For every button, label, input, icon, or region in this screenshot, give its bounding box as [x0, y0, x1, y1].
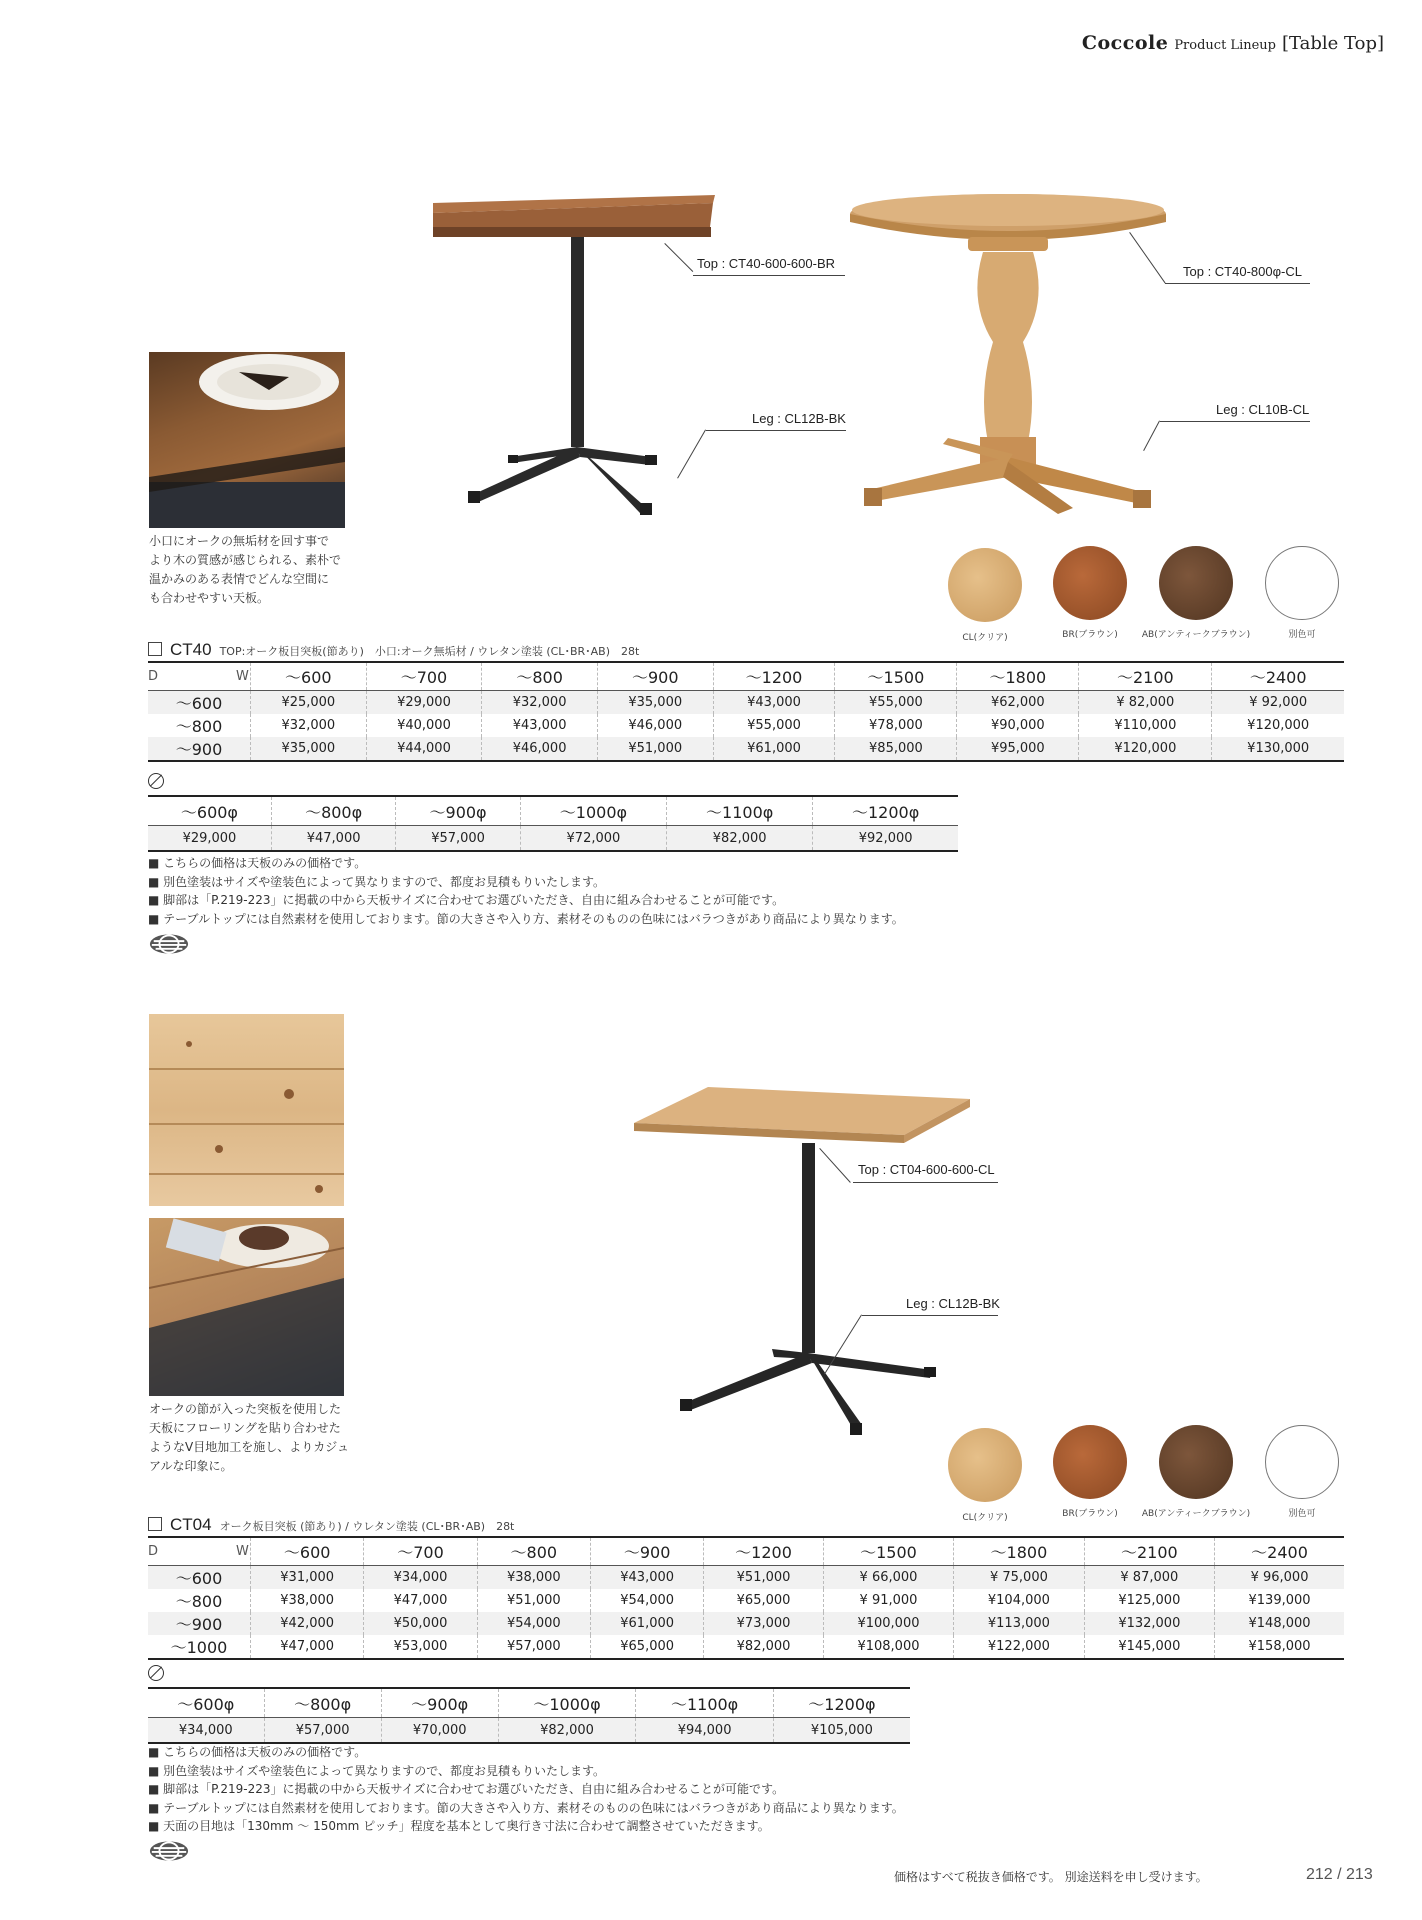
depth-row-header: ～800 — [175, 717, 223, 736]
ct40-callout-top-round: Top : CT40-800φ-CL — [1183, 264, 1302, 279]
table-row — [148, 691, 1344, 715]
footer-note: 価格はすべて税抜き価格です。 別途送料を申し受けます。 — [894, 1870, 1208, 1884]
price-cell: ¥61,000 — [713, 737, 835, 761]
depth-row-header: ～600 — [148, 691, 251, 715]
price-cell: ¥92,000 — [813, 826, 958, 852]
diameter-column-header: ～900φ — [396, 796, 520, 826]
ct40-model-line — [148, 640, 639, 660]
width-column-header: ～700 — [366, 662, 482, 691]
price-cell: ¥43,000 — [482, 714, 598, 737]
note-item: ■ 別色塗装はサイズや塗装色によって異なりますので、都度お見積もりいたします。 — [148, 1763, 605, 1778]
price-cell: ¥46,000 — [482, 737, 598, 761]
ct40-detail-photo — [149, 352, 345, 528]
ct04-price-table — [148, 1536, 1344, 1660]
description-line: オークの節が入った突板を使用した — [149, 1402, 342, 1416]
model-spec: オーク板目突板 (節あり) / ウレタン塗装 (CL･BR･AB) 28t — [219, 1520, 515, 1533]
price-cell: ¥82,000 — [667, 826, 813, 852]
price-cell: ¥ 66,000 — [823, 1566, 953, 1590]
diameter-column-header: ～600φ — [148, 1688, 264, 1718]
ct04-callout-top-square: Top : CT04-600-600-CL — [858, 1162, 995, 1177]
dw-header — [148, 662, 251, 691]
price-cell: ¥46,000 — [597, 714, 713, 737]
price-cell: ¥95,000 — [957, 737, 1079, 761]
price-cell: ¥35,000 — [251, 737, 367, 761]
swatch-label-custom: 別色可 — [1288, 630, 1316, 640]
callout-underline — [862, 1315, 998, 1316]
table-row — [148, 714, 1344, 737]
depth-row-header: ～1000 — [148, 1635, 251, 1659]
ct04-notes — [148, 1743, 904, 1836]
diameter-column-header: ～600φ — [148, 796, 271, 826]
price-cell: ¥120,000 — [1079, 737, 1212, 761]
width-column-header: ～1800 — [957, 662, 1079, 691]
price-cell: ¥51,000 — [704, 1566, 823, 1590]
header-category: [Table Top] — [1281, 33, 1384, 54]
note-item: ■ こちらの価格は天板のみの価格です。 — [148, 856, 367, 870]
depth-row-header: ～800 — [175, 1592, 223, 1611]
price-cell: ¥90,000 — [957, 714, 1079, 737]
ct40-callout-leg-square: Leg : CL12B-BK — [752, 411, 846, 426]
price-cell: ¥29,000 — [366, 691, 482, 715]
note-item: ■ 天面の目地は「130mm ～ 150mm ピッチ」程度を基本として奥行き寸法に合わせて調整させていただきます。 — [148, 1819, 770, 1833]
swatch-ab — [1159, 1425, 1233, 1499]
depth-row-header: ～900 — [148, 1612, 251, 1635]
ct40-round-price-table — [148, 795, 958, 852]
price-cell: ¥70,000 — [381, 1718, 498, 1744]
price-cell: ¥100,000 — [823, 1612, 953, 1635]
price-cell: ¥57,000 — [264, 1718, 381, 1744]
width-column-header: ～800 — [477, 1537, 590, 1566]
price-cell: ¥130,000 — [1212, 737, 1344, 761]
price-cell: ¥34,000 — [364, 1566, 477, 1590]
callout-underline — [853, 1182, 998, 1183]
width-column-header: ～1500 — [835, 662, 957, 691]
callout-underline — [1165, 283, 1310, 284]
price-cell: ¥120,000 — [1212, 714, 1344, 737]
price-cell: ¥40,000 — [366, 714, 482, 737]
price-cell: ¥110,000 — [1079, 714, 1212, 737]
depth-row-header: ～900 — [148, 737, 251, 761]
ct04-grain-photo — [149, 1014, 344, 1206]
price-cell: ¥57,000 — [396, 826, 520, 852]
square-shape-icon — [148, 642, 162, 656]
ct40-description — [149, 532, 359, 608]
w-label: W — [236, 1544, 249, 1559]
swatch-label-cl: CL(クリア) — [962, 1513, 1008, 1523]
diameter-column-header: ～1100φ — [667, 796, 813, 826]
depth-row-header: ～600 — [148, 1566, 251, 1590]
price-cell: ¥122,000 — [954, 1635, 1084, 1659]
table-row — [148, 1566, 1344, 1590]
price-cell: ¥139,000 — [1215, 1589, 1344, 1612]
swatch-label-cl: CL(クリア) — [962, 633, 1008, 643]
ct04-description — [149, 1400, 359, 1476]
ct40-callout-leg-round: Leg : CL10B-CL — [1216, 402, 1310, 417]
price-cell: ¥38,000 — [477, 1566, 590, 1590]
price-cell: ¥32,000 — [482, 691, 598, 715]
diameter-column-header: ～1100φ — [636, 1688, 774, 1718]
width-column-header: ～1500 — [823, 1537, 953, 1566]
price-cell: ¥82,000 — [704, 1635, 823, 1659]
plate-illustration — [149, 352, 345, 528]
price-cell: ¥32,000 — [251, 714, 367, 737]
price-cell: ¥47,000 — [271, 826, 395, 852]
price-cell: ¥104,000 — [954, 1589, 1084, 1612]
width-column-header: ～1200 — [704, 1537, 823, 1566]
price-cell: ¥62,000 — [957, 691, 1079, 715]
price-cell: ¥85,000 — [835, 737, 957, 761]
price-cell: ¥94,000 — [636, 1718, 774, 1744]
price-cell: ¥72,000 — [520, 826, 666, 852]
dw-header — [148, 1537, 251, 1566]
cafe-illustration — [149, 1218, 344, 1396]
swatch-custom — [1265, 546, 1339, 620]
price-cell: ¥31,000 — [251, 1566, 364, 1590]
grain-lines — [149, 1014, 344, 1206]
price-cell: ¥ 87,000 — [1084, 1566, 1214, 1590]
swatch-ab — [1159, 546, 1233, 620]
description-line: 小口にオークの無垢材を回す事で — [149, 534, 330, 548]
price-cell: ¥25,000 — [251, 691, 367, 715]
width-column-header: ～600 — [251, 662, 367, 691]
price-cell: ¥132,000 — [1084, 1612, 1214, 1635]
price-cell: ¥47,000 — [364, 1589, 477, 1612]
round-shape-icon — [148, 773, 164, 789]
swatch-br — [1053, 546, 1127, 620]
callout-underline — [693, 275, 845, 276]
ct40-price-table — [148, 661, 1344, 762]
price-cell: ¥51,000 — [597, 737, 713, 761]
ct04-detail-photo — [149, 1218, 344, 1396]
note-item: ■ 別色塗装はサイズや塗装色によって異なりますので、都度お見積もりいたします。 — [148, 874, 605, 889]
model-code: CT40 — [170, 640, 212, 659]
round-shape-icon — [148, 1665, 164, 1681]
square-shape-icon — [148, 1517, 162, 1531]
price-cell: ¥54,000 — [477, 1612, 590, 1635]
price-cell: ¥29,000 — [148, 826, 271, 852]
page-header — [1082, 32, 1384, 54]
ct40-notes — [148, 854, 904, 928]
width-column-header: ～700 — [364, 1537, 477, 1566]
price-cell: ¥43,000 — [590, 1566, 703, 1590]
ct04-round-price-table — [148, 1687, 910, 1744]
note-item: ■ こちらの価格は天板のみの価格です。 — [148, 1745, 367, 1759]
width-column-header: ～900 — [597, 662, 713, 691]
ct04-square-table-image — [632, 1087, 972, 1437]
swatch-cl — [948, 1428, 1022, 1502]
page-number: 212 / 213 — [1306, 1866, 1373, 1883]
swatch-label-br: BR(ブラウン) — [1062, 630, 1118, 640]
price-cell: ¥158,000 — [1215, 1635, 1344, 1659]
callout-underline — [1160, 421, 1310, 422]
fsc-logo-icon — [148, 933, 190, 955]
price-cell: ¥65,000 — [590, 1635, 703, 1659]
swatch-br — [1053, 1425, 1127, 1499]
description-line: より木の質感が感じられる、素朴で — [149, 553, 342, 567]
header-subtitle: Product Lineup — [1174, 38, 1276, 53]
diameter-column-header: ～1200φ — [813, 796, 958, 826]
price-cell: ¥42,000 — [251, 1612, 364, 1635]
swatch-custom — [1265, 1425, 1339, 1499]
price-cell: ¥78,000 — [835, 714, 957, 737]
description-line: ようなV目地加工を施し、よりカジュ — [149, 1440, 349, 1454]
width-column-header: ～2100 — [1079, 662, 1212, 691]
price-cell: ¥ 91,000 — [823, 1589, 953, 1612]
price-cell: ¥57,000 — [477, 1635, 590, 1659]
price-cell: ¥38,000 — [251, 1589, 364, 1612]
description-line: 温かみのある表情でどんな空間に — [149, 572, 330, 586]
price-cell: ¥65,000 — [704, 1589, 823, 1612]
w-label: W — [236, 669, 249, 684]
model-code: CT04 — [170, 1515, 212, 1534]
width-column-header: ～900 — [590, 1537, 703, 1566]
width-column-header: ～2400 — [1212, 662, 1344, 691]
width-column-header: ～600 — [251, 1537, 364, 1566]
price-cell: ¥ 75,000 — [954, 1566, 1084, 1590]
ct40-round-table-image — [848, 192, 1168, 517]
price-cell: ¥47,000 — [251, 1635, 364, 1659]
table-row — [148, 1635, 1344, 1659]
swatch-label-br: BR(ブラウン) — [1062, 1509, 1118, 1519]
price-cell: ¥55,000 — [835, 691, 957, 715]
model-spec: TOP:オーク板目突板(節あり) 小口:オーク無垢材 / ウレタン塗装 (CL･BR･AB) 28t — [219, 645, 640, 658]
price-cell: ¥73,000 — [704, 1612, 823, 1635]
swatch-label-ab: AB(アンティークブラウン) — [1141, 630, 1251, 640]
note-item: ■ 脚部は「P.219-223」に掲載の中から天板サイズに合わせてお選びいただき、自由に組み合わせることが可能です。 — [148, 893, 785, 907]
swatch-label-custom: 別色可 — [1288, 1509, 1316, 1519]
ct04-callout-leg-square: Leg : CL12B-BK — [906, 1296, 1000, 1311]
price-cell: ¥ 82,000 — [1079, 691, 1212, 715]
d-label: D — [148, 1544, 159, 1559]
price-cell: ¥ 92,000 — [1212, 691, 1344, 715]
width-column-header: ～1800 — [954, 1537, 1084, 1566]
callout-underline — [706, 430, 846, 431]
note-item: ■ テーブルトップには自然素材を使用しております。節の大きさや入り方、素材そのものの色味にはバラつきがあり商品により異なります。 — [148, 1800, 904, 1815]
price-cell: ¥35,000 — [597, 691, 713, 715]
price-cell: ¥82,000 — [498, 1718, 636, 1744]
width-column-header: ～2100 — [1084, 1537, 1214, 1566]
width-column-header: ～800 — [482, 662, 598, 691]
swatch-cl — [948, 548, 1022, 622]
price-cell: ¥105,000 — [773, 1718, 910, 1744]
width-column-header: ～1200 — [713, 662, 835, 691]
description-line: 天板にフローリングを貼り合わせた — [149, 1421, 341, 1435]
diameter-column-header: ～800φ — [264, 1688, 381, 1718]
price-cell: ¥125,000 — [1084, 1589, 1214, 1612]
price-cell: ¥54,000 — [590, 1589, 703, 1612]
price-cell: ¥34,000 — [148, 1718, 264, 1744]
description-line: も合わせやすい天板。 — [149, 591, 270, 605]
diameter-column-header: ～1000φ — [498, 1688, 636, 1718]
diameter-column-header: ～800φ — [271, 796, 395, 826]
table-row — [148, 1612, 1344, 1635]
price-cell: ¥145,000 — [1084, 1635, 1214, 1659]
diameter-column-header: ～1200φ — [773, 1688, 910, 1718]
price-cell: ¥ 96,000 — [1215, 1566, 1344, 1590]
price-cell: ¥61,000 — [590, 1612, 703, 1635]
price-cell: ¥51,000 — [477, 1589, 590, 1612]
price-cell: ¥148,000 — [1215, 1612, 1344, 1635]
price-cell: ¥44,000 — [366, 737, 482, 761]
width-column-header: ～2400 — [1215, 1537, 1344, 1566]
price-cell: ¥113,000 — [954, 1612, 1084, 1635]
note-item: ■ テーブルトップには自然素材を使用しております。節の大きさや入り方、素材そのものの色味にはバラつきがあり商品により異なります。 — [148, 911, 904, 926]
price-cell: ¥43,000 — [713, 691, 835, 715]
table-row — [148, 1589, 1344, 1612]
ct04-model-line — [148, 1515, 514, 1535]
table-row — [148, 737, 1344, 761]
price-cell: ¥108,000 — [823, 1635, 953, 1659]
fsc-logo-icon — [148, 1840, 190, 1862]
brand-name: Coccole — [1081, 32, 1169, 54]
description-line: アルな印象に。 — [149, 1459, 233, 1473]
ct40-square-table-image — [430, 195, 730, 515]
price-cell: ¥55,000 — [713, 714, 835, 737]
price-cell: ¥53,000 — [364, 1635, 477, 1659]
swatch-label-ab: AB(アンティークブラウン) — [1141, 1509, 1251, 1519]
price-cell: ¥50,000 — [364, 1612, 477, 1635]
diameter-column-header: ～1000φ — [520, 796, 666, 826]
d-label: D — [148, 669, 159, 684]
diameter-column-header: ～900φ — [381, 1688, 498, 1718]
ct40-callout-top-square: Top : CT40-600-600-BR — [697, 256, 836, 271]
note-item: ■ 脚部は「P.219-223」に掲載の中から天板サイズに合わせてお選びいただき、自由に組み合わせることが可能です。 — [148, 1782, 785, 1796]
